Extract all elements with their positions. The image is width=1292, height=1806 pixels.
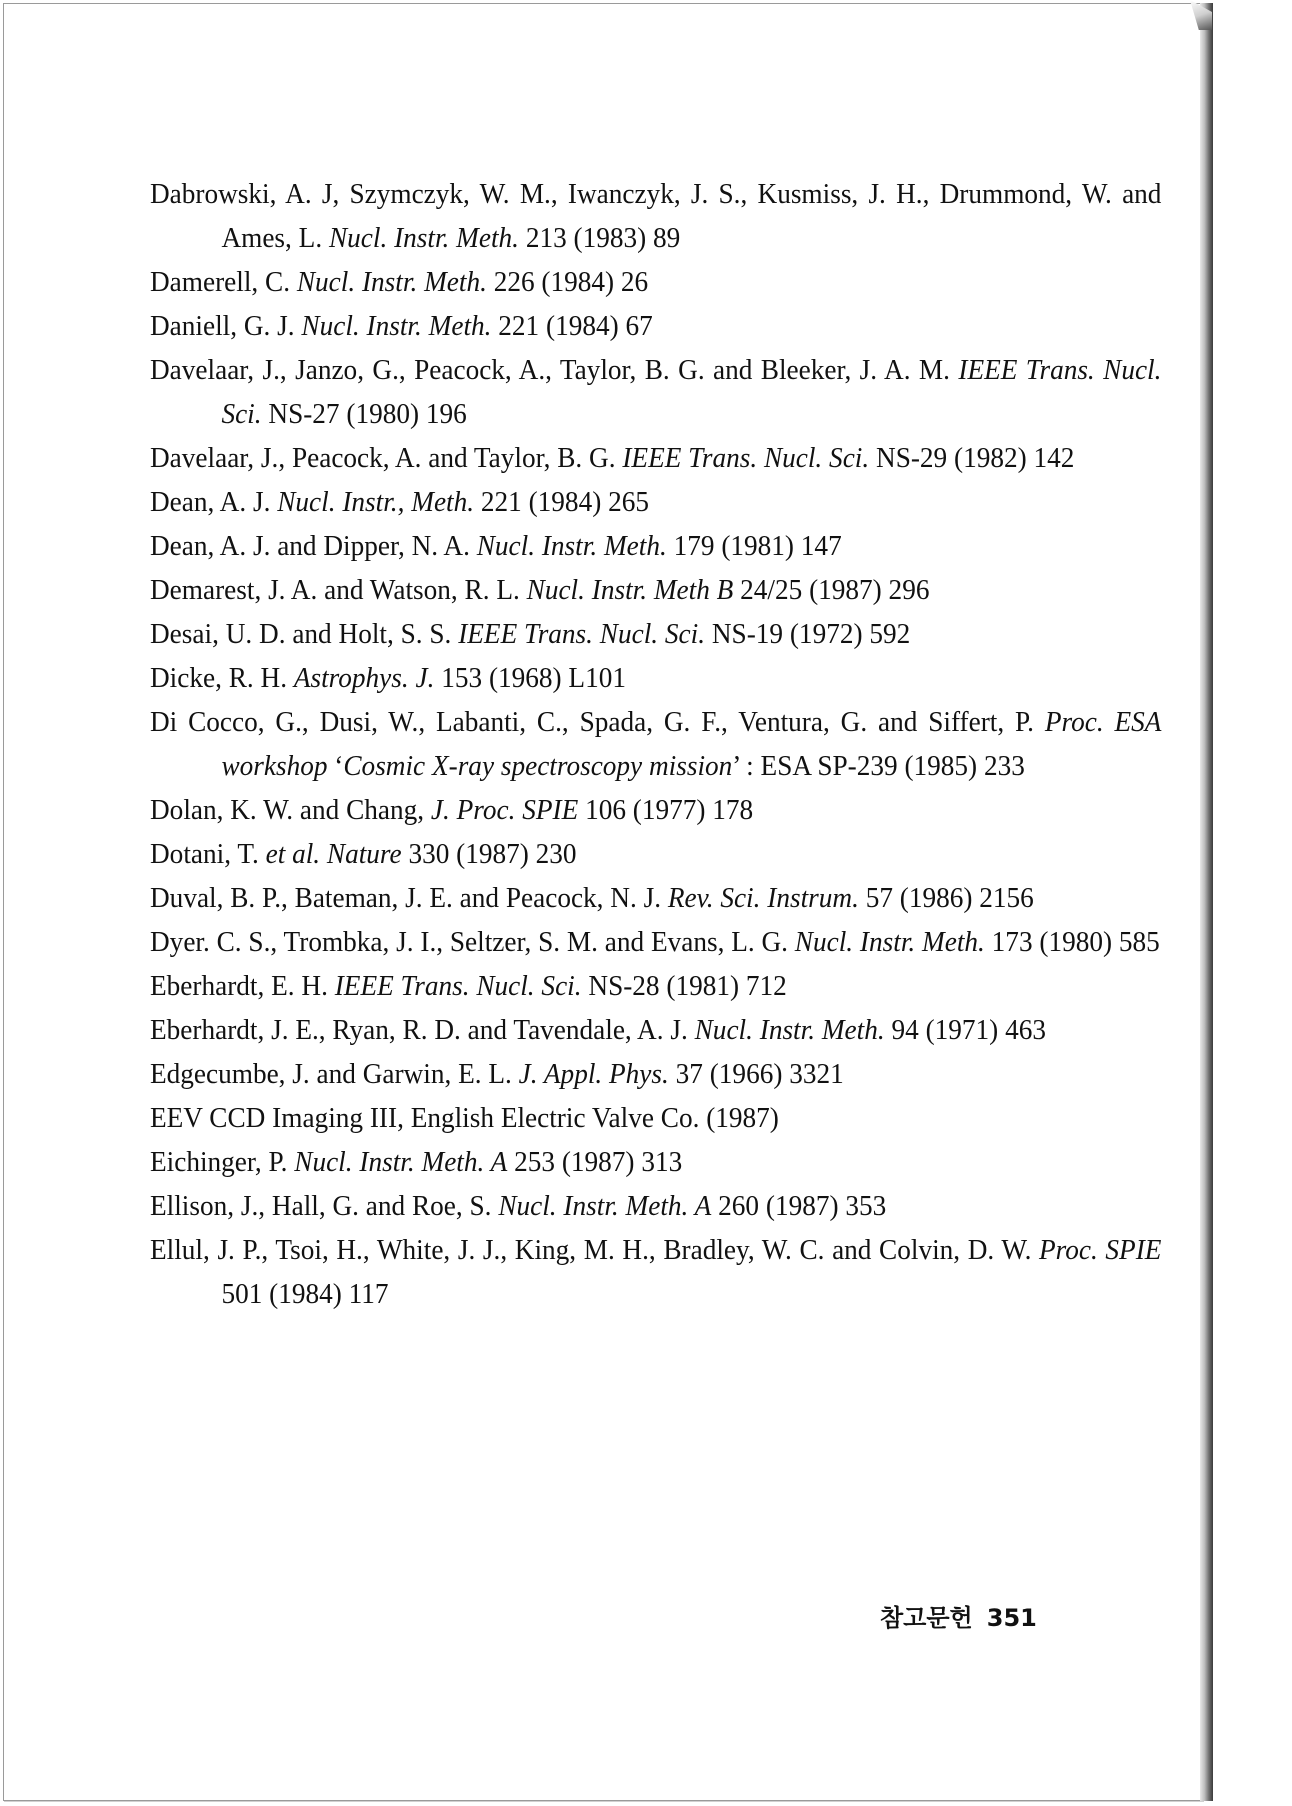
reference-source: Nucl. Instr. Meth. <box>476 530 667 562</box>
reference-text: Demarest, J. A. and Watson, R. L. <box>150 574 527 606</box>
reference-text: 37 (1966) 3321 <box>668 1058 844 1090</box>
reference-source: Nucl. Instr. Meth. <box>794 926 985 958</box>
reference-text: Di Cocco, G., Dusi, W., Labanti, C., Spada, G. F., Ventura, G. and Siffert, P. <box>150 706 1045 738</box>
reference-source: Cosmic X-ray spectroscopy mission <box>343 750 733 782</box>
reference-text: 221 (1984) 67 <box>491 310 653 342</box>
reference-source: Nucl. Instr. Meth B <box>526 574 734 606</box>
reference-entry <box>150 876 1161 920</box>
reference-list <box>150 172 1162 1316</box>
reference-entry <box>150 788 1161 832</box>
reference-source: Nucl. Instr. Meth. A <box>294 1146 508 1178</box>
reference-entry <box>150 920 1161 964</box>
reference-text: 94 (1971) 463 <box>884 1014 1046 1046</box>
reference-text: 253 (1987) 313 <box>507 1146 683 1178</box>
reference-source: IEEE Trans. Nucl. Sci. <box>458 618 706 650</box>
reference-source: Nucl. Instr. Meth. A <box>498 1190 712 1222</box>
page-number: 351 <box>986 1604 1037 1632</box>
reference-entry <box>150 1228 1161 1316</box>
reference-source: Nucl. Instr. Meth. <box>301 310 492 342</box>
reference-text: 501 (1984) 117 <box>221 1278 389 1310</box>
reference-text: Damerell, C. <box>150 266 297 298</box>
reference-text: EEV CCD Imaging III, English Electric Valve Co. (1987) <box>150 1102 779 1134</box>
reference-source: et al. Nature <box>265 838 402 870</box>
reference-entry <box>150 480 1161 524</box>
reference-text: NS-27 (1980) 196 <box>261 398 467 430</box>
reference-text: Dotani, T. <box>150 838 266 870</box>
reference-text: 173 (1980) 585 <box>984 926 1160 958</box>
reference-entry <box>150 964 1161 1008</box>
reference-text: Desai, U. D. and Holt, S. S. <box>150 618 459 650</box>
reference-source: IEEE Trans. Nucl. Sci. <box>221 354 1162 430</box>
reference-text: NS-19 (1972) 592 <box>705 618 911 650</box>
reference-text: ’ : ESA SP-239 (1985) 233 <box>732 750 1025 782</box>
reference-text: Daniell, G. J. <box>150 310 302 342</box>
reference-source: Astrophys. J. <box>293 662 435 694</box>
reference-text: NS-29 (1982) 142 <box>869 442 1075 474</box>
reference-entry <box>150 348 1161 436</box>
reference-text: 260 (1987) 353 <box>711 1190 887 1222</box>
reference-source: Nucl. Instr. Meth. <box>328 222 520 254</box>
reference-text: 24/25 (1987) 296 <box>733 574 930 606</box>
reference-source: Nucl. Instr. Meth. <box>296 266 487 298</box>
reference-text: 330 (1987) 230 <box>401 838 577 870</box>
reference-source: Nucl. Instr. Meth. <box>694 1014 885 1046</box>
reference-text: 179 (1981) 147 <box>666 530 842 562</box>
reference-text: 57 (1986) 2156 <box>858 882 1034 914</box>
reference-text: 153 (1968) L101 <box>434 662 626 694</box>
reference-entry <box>150 700 1161 788</box>
reference-text: Dicke, R. H. <box>150 662 294 694</box>
section-title: 참고문헌 <box>880 1604 973 1632</box>
reference-entry <box>150 612 1161 656</box>
reference-source: J. Appl. Phys. <box>518 1058 669 1090</box>
reference-entry <box>150 172 1161 260</box>
reference-entry <box>150 1008 1161 1052</box>
reference-entry <box>150 524 1161 568</box>
reference-text: Davelaar, J., Peacock, A. and Taylor, B. G. <box>150 442 623 474</box>
reference-source: Nucl. Instr., Meth. <box>277 486 475 518</box>
reference-entry <box>150 304 1161 348</box>
reference-source: Rev. Sci. Instrum. <box>667 882 859 914</box>
reference-text: Edgecumbe, J. and Garwin, E. L. <box>150 1058 519 1090</box>
reference-text: Eberhardt, E. H. <box>150 970 335 1002</box>
reference-entry <box>150 1184 1161 1228</box>
reference-text: Duval, B. P., Bateman, J. E. and Peacock, N. J. <box>150 882 668 914</box>
reference-text: 226 (1984) 26 <box>486 266 649 298</box>
reference-text: Ellul, J. P., Tsoi, H., White, J. J., King, M. H., Bradley, W. C. and Colvin, D. W. <box>150 1234 1040 1266</box>
reference-entry <box>150 1052 1161 1096</box>
reference-text: 106 (1977) 178 <box>578 794 754 826</box>
reference-entry <box>150 260 1161 304</box>
reference-source: Proc. ESA workshop <box>221 706 1162 782</box>
reference-source: J. Proc. SPIE <box>430 794 579 826</box>
reference-text: Dolan, K. W. and Chang, <box>150 794 431 826</box>
reference-entry <box>150 436 1161 480</box>
reference-text: Eichinger, P. <box>150 1146 295 1178</box>
reference-entry <box>150 1140 1161 1184</box>
reference-text: 221 (1984) 265 <box>474 486 649 518</box>
reference-text: Dean, A. J. <box>150 486 278 518</box>
reference-entry <box>150 568 1161 612</box>
reference-entry <box>150 1096 1161 1140</box>
reference-text: ‘ <box>327 750 344 782</box>
reference-entry <box>150 656 1161 700</box>
reference-text: Eberhardt, J. E., Ryan, R. D. and Tavendale, A. J. <box>150 1014 695 1046</box>
page-edge <box>1200 3 1213 1801</box>
reference-source: Proc. SPIE <box>1039 1234 1162 1266</box>
reference-text: Ellison, J., Hall, G. and Roe, S. <box>150 1190 499 1222</box>
reference-source: IEEE Trans. Nucl. Sci. <box>334 970 582 1002</box>
reference-text: Dean, A. J. and Dipper, N. A. <box>150 530 477 562</box>
reference-source: IEEE Trans. Nucl. Sci. <box>622 442 870 474</box>
page-footer <box>880 1598 1037 1633</box>
reference-text: 213 (1983) 89 <box>519 222 681 254</box>
reference-entry <box>150 832 1161 876</box>
reference-text: Dabrowski, A. J, Szymczyk, W. M., Iwanczyk, J. S., Kusmiss, J. H., Drummond, W. and Ames, L. <box>150 178 1162 254</box>
reference-text: NS-28 (1981) 712 <box>581 970 787 1002</box>
reference-text: Dyer. C. S., Trombka, J. I., Seltzer, S. M. and Evans, L. G. <box>150 926 795 958</box>
reference-text: Davelaar, J., Janzo, G., Peacock, A., Taylor, B. G. and Bleeker, J. A. M. <box>150 354 959 386</box>
